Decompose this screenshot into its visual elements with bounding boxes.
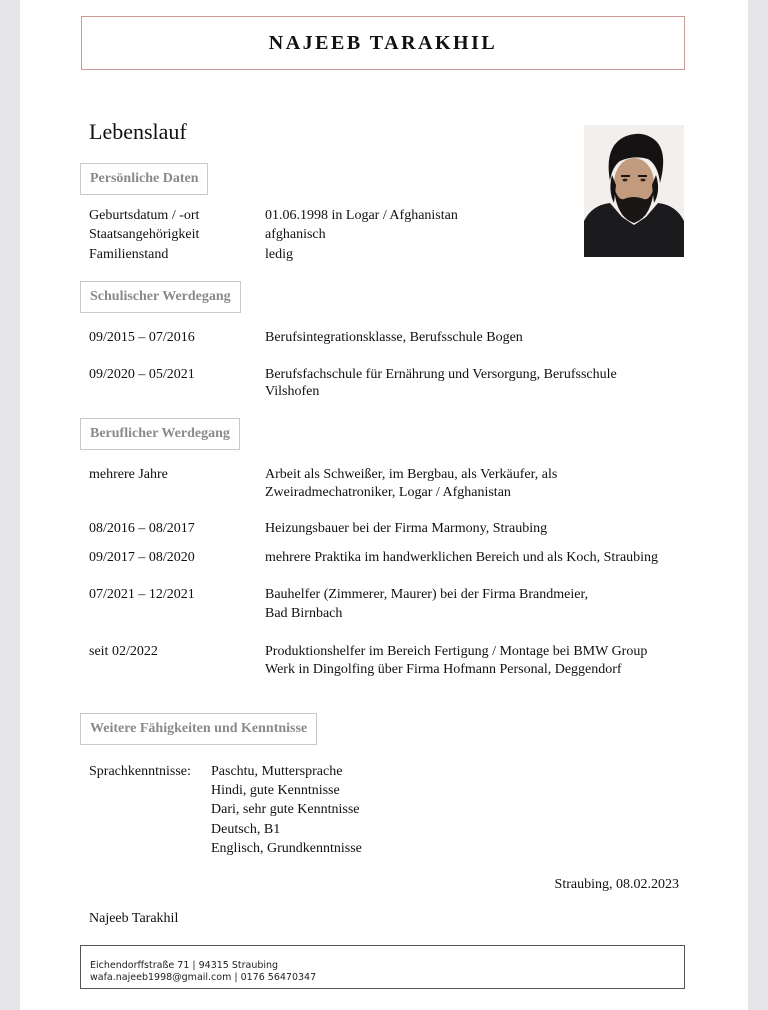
personal-value: afghanisch [265,227,326,242]
personal-value: 01.06.1998 in Logar / Afghanistan [265,208,458,223]
section-heading-text: Schulischer Werdegang [90,289,231,304]
language-item: Englisch, Grundkenntnisse [211,841,362,856]
section-heading-text: Persönliche Daten [90,171,199,186]
cv-page [20,0,748,1010]
school-entry: Berufsfachschule für Ernährung und Versorgung, Berufsschule [265,367,617,382]
personal-key: Geburtsdatum / -ort [89,208,200,223]
applicant-name: NAJEEB TARAKHIL [268,31,498,54]
language-item: Hindi, gute Kenntnisse [211,783,340,798]
contact-footer [80,945,685,989]
name-header [81,16,685,70]
career-entry: Produktionshelfer im Bereich Fertigung / Montage bei BMW Group [265,644,648,659]
career-period: seit 02/2022 [89,644,158,659]
document-title: Lebenslauf [89,119,187,144]
career-entry: mehrere Praktika im handwerklichen Bereich und als Koch, Straubing [265,550,659,565]
school-period: 09/2020 – 05/2021 [89,367,195,382]
signature-name: Najeeb Tarakhil [89,911,179,926]
skills-label: Sprachkenntnisse: [89,764,191,779]
career-entry: Heizungsbauer bei der Firma Marmony, Straubing [265,521,548,536]
place-date: Straubing, 08.02.2023 [554,877,679,892]
career-entry-continued: Werk in Dingolfing über Firma Hofmann Personal, Deggendorf [265,662,622,677]
portrait-image [584,125,684,257]
section-heading-text: Beruflicher Werdegang [90,426,230,441]
career-entry-continued: Zweiradmechatroniker, Logar / Afghanistan [265,485,511,500]
language-item: Dari, sehr gute Kenntnisse [211,802,360,817]
section-heading-school [80,281,241,313]
career-entry: Bauhelfer (Zimmerer, Maurer) bei der Firma Brandmeier, [265,587,589,602]
footer-contact: wafa.najeeb1998@gmail.com | 0176 56470347 [90,972,317,983]
school-entry-continued: Vilshofen [265,384,320,399]
section-heading-personal [80,163,208,195]
section-heading-text: Weitere Fähigkeiten und Kenntnisse [90,721,308,736]
language-item: Deutsch, B1 [211,822,281,837]
career-period: mehrere Jahre [89,467,168,482]
section-heading-skills [80,713,317,745]
career-entry: Arbeit als Schweißer, im Bergbau, als Verkäufer, als [265,467,558,482]
personal-key: Staatsangehörigkeit [89,227,200,242]
personal-value: ledig [265,247,293,262]
section-heading-career [80,418,240,450]
school-entry: Berufsintegrationsklasse, Berufsschule Bogen [265,330,523,345]
footer-address: Eichendorffstraße 71 | 94315 Straubing [90,960,279,971]
language-item: Paschtu, Muttersprache [211,764,343,779]
applicant-photo [584,125,684,257]
school-period: 09/2015 – 07/2016 [89,330,195,345]
career-period: 07/2021 – 12/2021 [89,587,195,602]
personal-key: Familienstand [89,247,169,262]
career-entry-continued: Bad Birnbach [265,606,343,621]
career-period: 08/2016 – 08/2017 [89,521,195,536]
career-period: 09/2017 – 08/2020 [89,550,195,565]
